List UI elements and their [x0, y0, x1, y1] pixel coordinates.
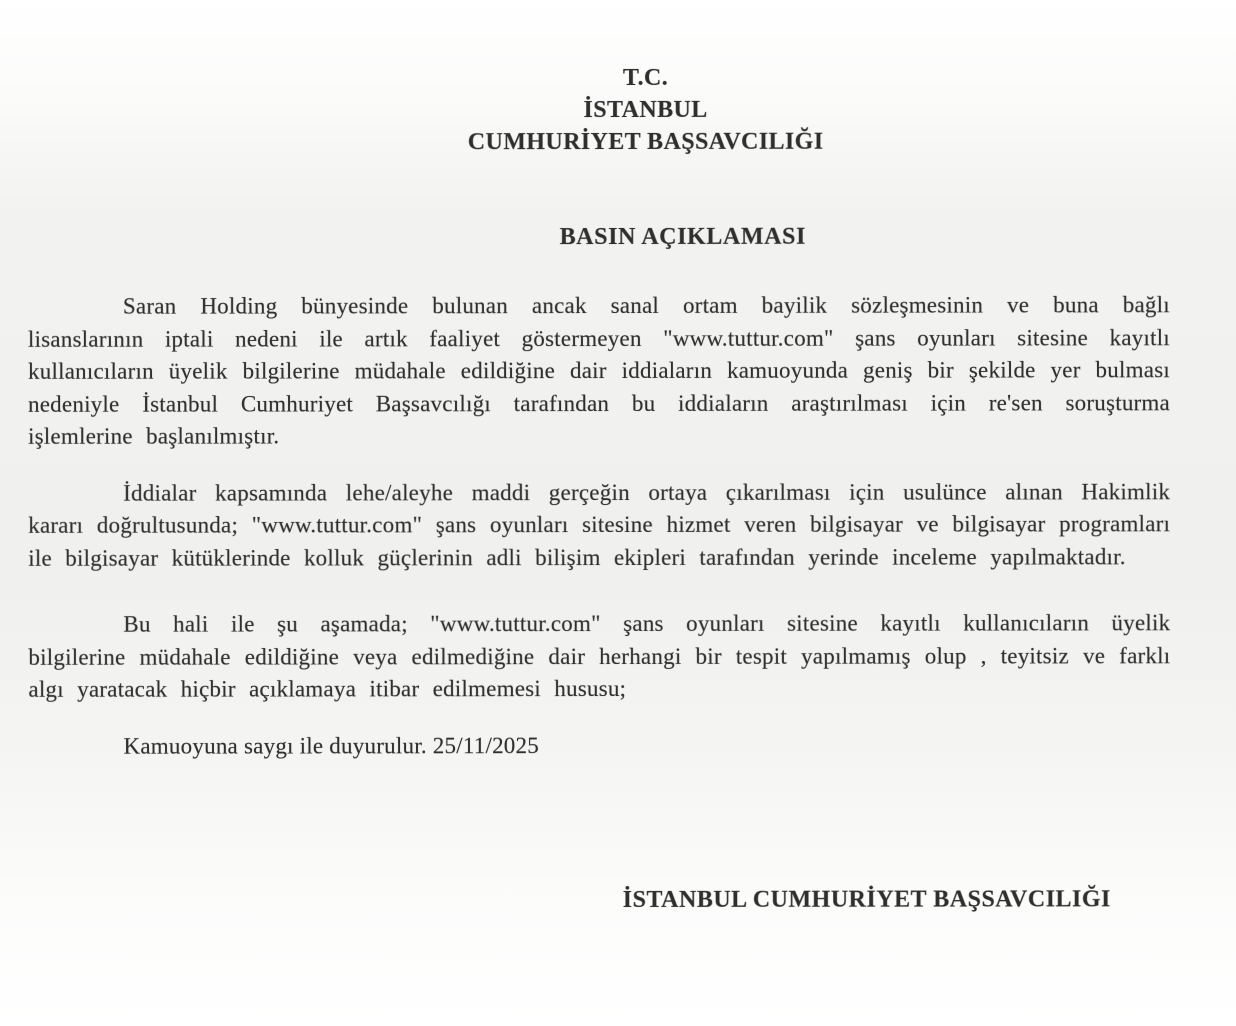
paragraph-no-findings: Bu hali ile şu aşamada; "www.tuttur.com" şans oyunları sitesine kayıtlı kullanıcıların üyelik bilgilerine müdahale edildiğine veya edilmediğine dair herhangi bir tespit yapılmamış olup , teyitsiz ve farklı algı yaratacak hiçbir açıklamaya itibar edilmemesi hususu;	[28, 610, 1171, 702]
letterhead-office: CUMHURİYET BAŞSAVCILIĞI	[467, 128, 824, 156]
paragraph-investigation-start: Saran Holding bünyesinde bulunan ancak sanal ortam bayilik sözleşmesinin ve buna bağlı lisanslarının iptali nedeni ile artık faaliyet göstermeyen "www.tuttur.com" şans oyunları sitesine kayıtlı kullanıcıların üyelik bilgilerine müdahale edildiğine dair iddiaların kamuoyunda geniş bir şekilde yer bulması nedeniyle İstanbul Cumhuriyet Başsavcılığı tarafından bu iddiaların araştırılması için re'sen soruşturma işlemlerine başlanılmıştır.	[27, 292, 1171, 449]
letterhead-republic-abbrev: T.C.	[622, 64, 669, 91]
signature-office-name: İSTANBUL CUMHURİYET BAŞSAVCILIĞI	[622, 886, 1111, 913]
paragraph-onsite-examination: İddialar kapsamında lehe/aleyhe maddi gerçeğin ortaya çıkarılması için usulünce alınan Hakimlik kararı doğrultusunda; "www.tuttur.com" şans oyunları sitesine hizmet veren bilgisayar ve bilgisayar programları ile bilgisayar kütüklerinde kolluk güçlerinin adli bilişim ekipleri tarafından yerinde inceleme yapılmaktadır.	[28, 478, 1171, 571]
document-title: BASIN AÇIKLAMASI	[559, 223, 806, 251]
letterhead	[0, 0, 1236, 159]
letterhead-city: İSTANBUL	[583, 96, 708, 124]
document-body	[0, 289, 1236, 763]
closing-line-with-date: Kamuoyuna saygı ile duyurulur. 25/11/2025	[123, 732, 540, 759]
